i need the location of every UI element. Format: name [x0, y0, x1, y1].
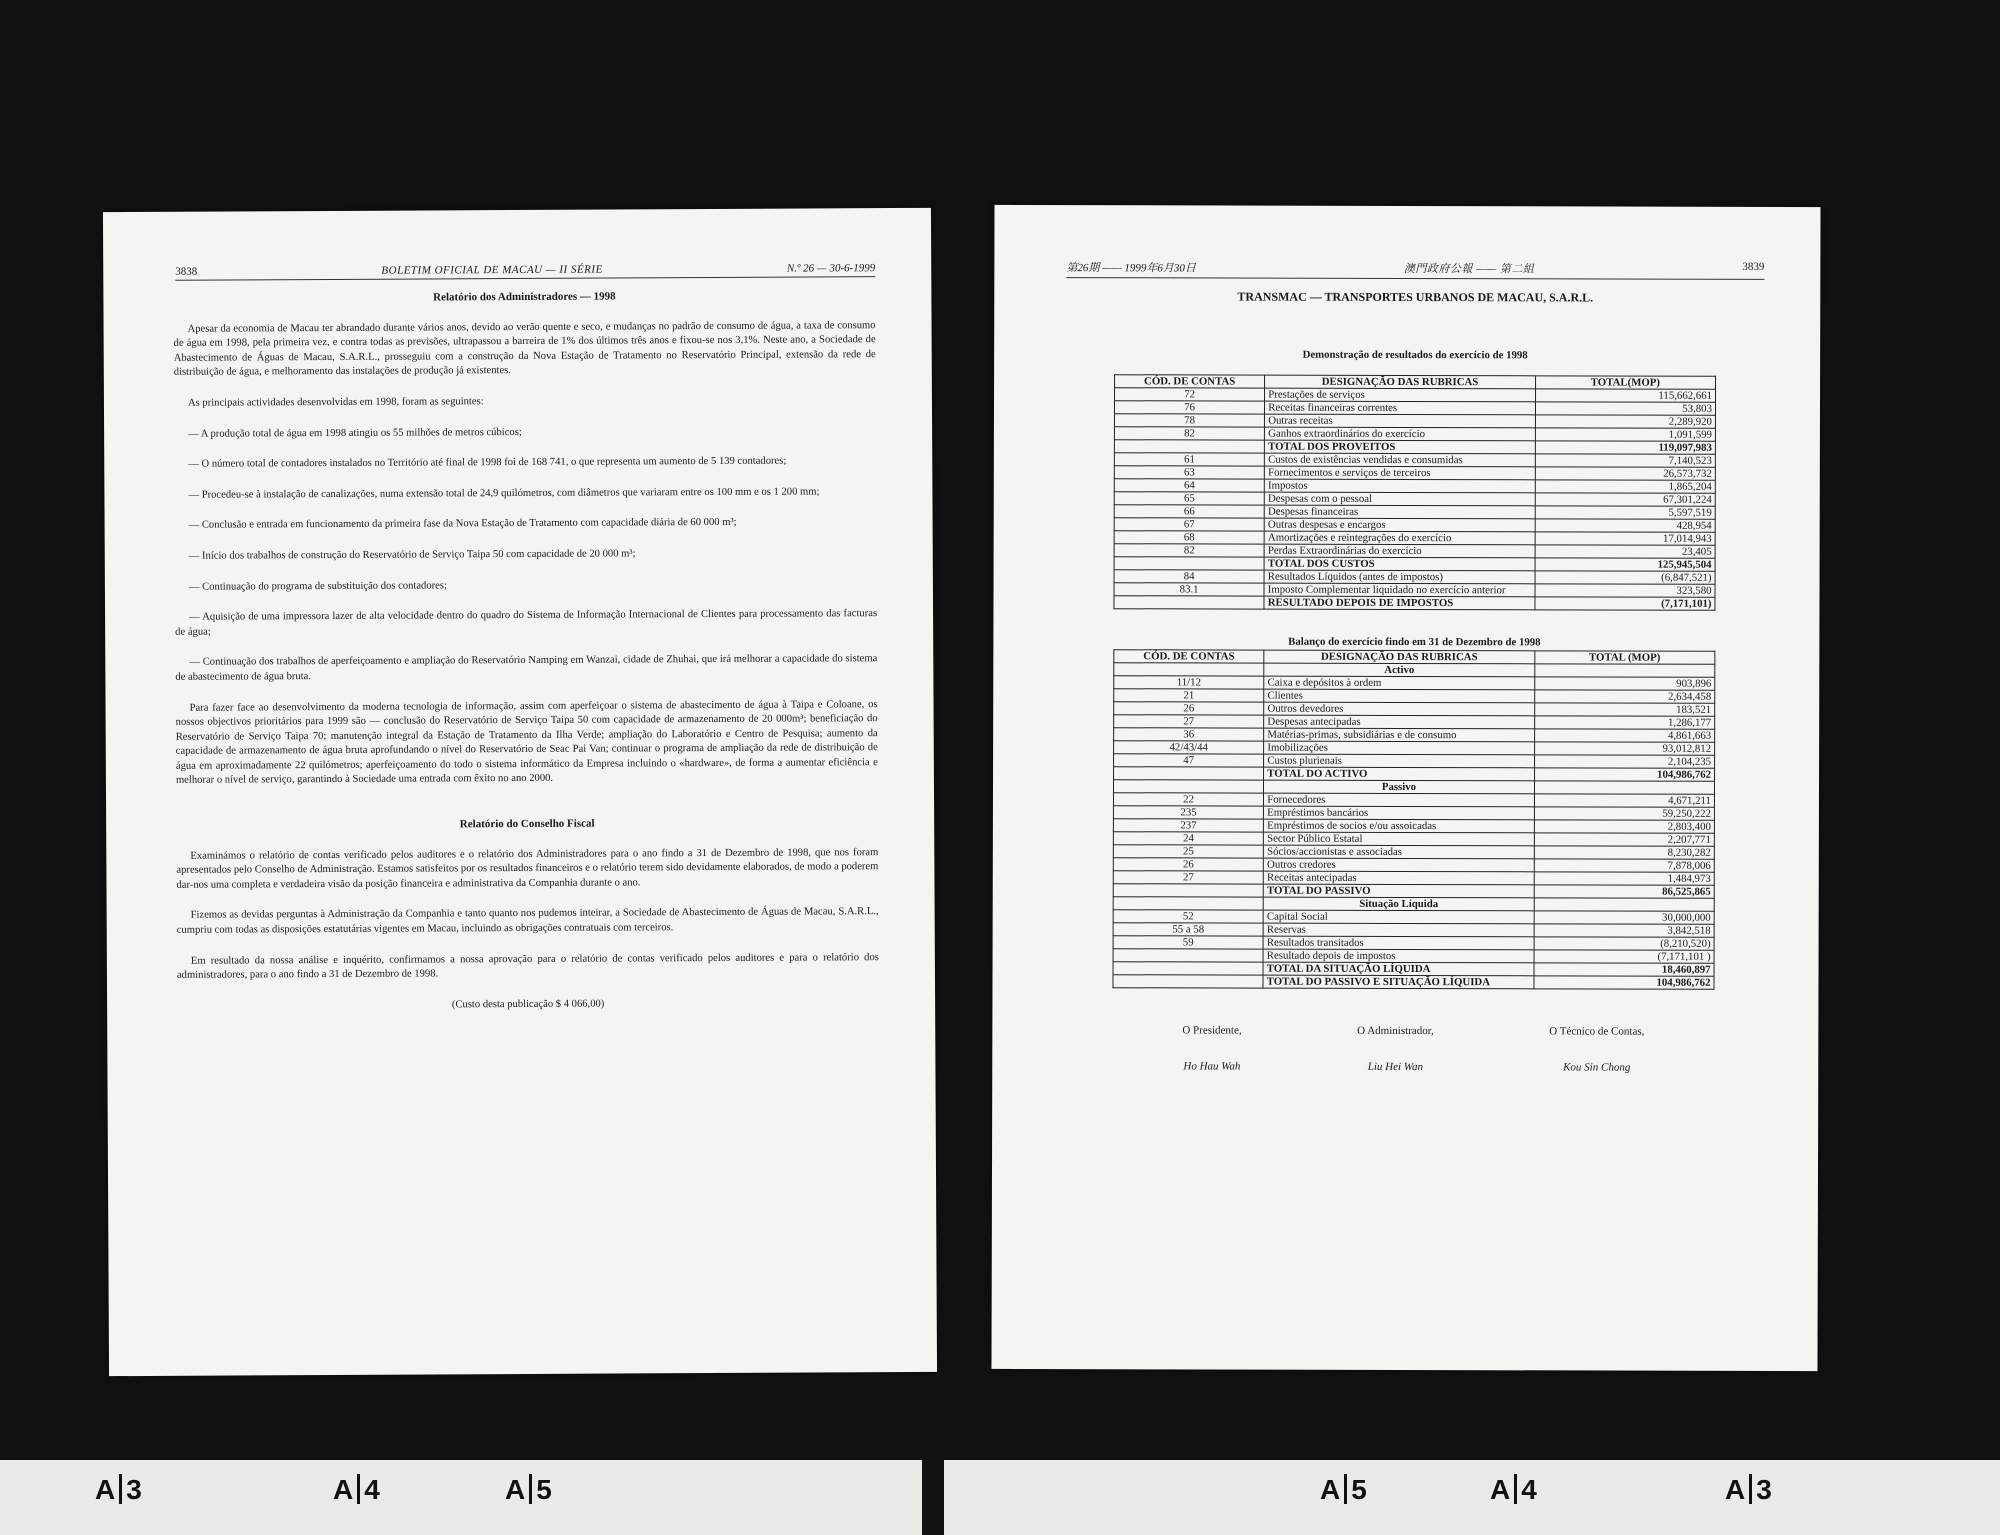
- frame-letter: A: [95, 1474, 116, 1505]
- account-value: 7,140,523: [1535, 454, 1715, 467]
- account-description: Capital Social: [1263, 910, 1533, 924]
- paragraph: — Continuação dos trabalhos de aperfeiçoamento e ampliação do Reservatório Namping em Wanzai, cidade de Zhuhai, que irá melhorar a capacidade do sistema de abastecimento de água bruta.: [175, 653, 878, 683]
- table-row: [1113, 975, 1714, 990]
- account-value: (7,171,101): [1535, 597, 1715, 610]
- account-code: 84: [1114, 570, 1264, 583]
- frame-number: 3: [1756, 1474, 1772, 1505]
- account-description: Resultados transitados: [1263, 936, 1533, 950]
- right-body: [1112, 289, 1716, 1074]
- income-header-row: [1115, 375, 1716, 390]
- empty-cell: [1114, 663, 1264, 676]
- right-page: [991, 205, 1820, 1371]
- account-code: 52: [1113, 910, 1263, 923]
- balance-header-row: [1114, 650, 1715, 665]
- account-code: 42/43/44: [1114, 741, 1264, 754]
- account-description: Perdas Extraordinárias do exercício: [1264, 544, 1534, 558]
- account-description: Matérias-primas, subsidiárias e de consumo: [1264, 728, 1534, 742]
- frame-letter: A: [505, 1474, 526, 1505]
- account-description: TOTAL DA SITUAÇÃO LÍQUIDA: [1263, 962, 1533, 976]
- account-description: Fornecimentos e serviços de terceiros: [1265, 466, 1535, 480]
- frame-bar: [1344, 1474, 1347, 1504]
- frame-number: 5: [536, 1474, 552, 1505]
- account-value: 1,484,973: [1534, 872, 1714, 885]
- income-statement-table: [1113, 374, 1716, 611]
- account-description: Clientes: [1264, 689, 1534, 703]
- account-value: 428,954: [1535, 519, 1715, 532]
- account-code: 47: [1114, 754, 1264, 767]
- frame-number: 4: [1521, 1474, 1537, 1505]
- frame-number: 4: [364, 1474, 380, 1505]
- account-code: [1114, 767, 1264, 780]
- account-value: 18,460,897: [1534, 963, 1714, 976]
- account-description: Outras receitas: [1265, 414, 1535, 428]
- account-code: [1114, 440, 1264, 453]
- account-description: Imobilizações: [1264, 741, 1534, 755]
- account-code: 36: [1114, 728, 1264, 741]
- account-value: 323,580: [1535, 584, 1715, 597]
- account-description: TOTAL DO PASSIVO E SITUAÇÃO LÍQUIDA: [1263, 975, 1533, 989]
- paragraph: — O número total de contadores instalados no Território até final de 1998 foi de 168 741, o que representa um aumento de 5 139 contadores;: [188, 455, 787, 470]
- signatures: [1112, 1024, 1714, 1074]
- account-description: Resultados Líquidos (antes de impostos): [1264, 570, 1534, 584]
- paragraph: — Aquisição de uma impressora lazer de alta velocidade dentro do quadro do Sistema de Informação Internacional de Clientes para processamento das facturas de água;: [175, 608, 878, 638]
- frame-number: 5: [1351, 1474, 1367, 1505]
- account-value: 104,986,762: [1534, 976, 1714, 989]
- account-value: (8,210,520): [1534, 937, 1714, 950]
- signature-name: Ho Hau Wah: [1183, 1060, 1241, 1073]
- account-value: 17,014,943: [1535, 532, 1715, 545]
- account-code: 72: [1115, 388, 1265, 401]
- frame-bar: [1749, 1474, 1752, 1504]
- frame-label: [1490, 1474, 1537, 1506]
- account-description: RESULTADO DEPOIS DE IMPOSTOS: [1264, 596, 1534, 610]
- frame-letter: A: [333, 1474, 354, 1505]
- issue-date: N.º 26 — 30-6-1999: [786, 262, 876, 275]
- account-description: Outras despesas e encargos: [1264, 518, 1534, 532]
- empty-cell: [1534, 781, 1714, 794]
- account-value: 26,573,732: [1535, 467, 1715, 480]
- account-code: 68: [1114, 531, 1264, 544]
- signature-role: O Presidente,: [1182, 1024, 1242, 1037]
- account-value: 903,896: [1534, 677, 1714, 690]
- account-value: 2,207,771: [1534, 833, 1714, 846]
- account-code: 65: [1114, 492, 1264, 505]
- account-value: 183,521: [1534, 703, 1714, 716]
- publication-cost: (Custo desta publicação $ 4 066,00): [451, 998, 605, 1011]
- account-code: 26: [1113, 858, 1263, 871]
- paragraph: Fizemos as devidas perguntas à Administração da Companhia e tanto quanto nos pudemos inteirar, a Sociedade de Abastecimento de Águas de Macau, S.A.R.L., cumpriu com todas as disposições estatutárias vigentes em Macau, incluindo as obrigações contratuais com terceiros.: [176, 906, 879, 936]
- paragraph: Em resultado da nossa análise e inquérito, confirmamos a nossa aprovação para o relatório de contas verificado pelos auditores e para o relatório dos administradores, para o ano findo a 31 de Dezembro de 1998.: [176, 951, 879, 982]
- account-code: 27: [1114, 715, 1264, 728]
- account-description: Custos plurienais: [1264, 754, 1534, 768]
- account-description: Despesas antecipadas: [1264, 715, 1534, 729]
- paragraph: As principais actividades desenvolvidas em 1998, foram as seguintes:: [187, 396, 484, 409]
- frame-label: [505, 1474, 552, 1506]
- account-value: (6,847,521): [1535, 571, 1715, 584]
- table-row: [1113, 923, 1714, 938]
- frame-bar: [119, 1474, 122, 1504]
- right-running-head: [1066, 259, 1764, 280]
- account-code: [1114, 557, 1264, 570]
- account-description: Outros credores: [1264, 858, 1534, 872]
- empty-cell: [1534, 664, 1714, 677]
- account-code: 82: [1114, 544, 1264, 557]
- section-label: Situação Líquida: [1263, 897, 1533, 911]
- account-code: [1113, 962, 1263, 975]
- account-description: TOTAL DO PASSIVO: [1263, 884, 1533, 898]
- bulletin-title: BOLETIM OFICIAL DE MACAU — II SÉRIE: [381, 263, 603, 277]
- left-page-number: 3838: [175, 265, 198, 278]
- empty-cell: [1534, 898, 1714, 911]
- account-code: [1113, 949, 1263, 962]
- account-description: Outros devedores: [1264, 702, 1534, 716]
- account-value: 3,842,518: [1534, 924, 1714, 937]
- gazette-title-cn: 澳門政府公報 —— 第二組: [1403, 262, 1535, 276]
- account-value: 67,301,224: [1535, 493, 1715, 506]
- left-body: [173, 288, 879, 1030]
- account-code: [1113, 884, 1263, 897]
- section-label: Passivo: [1264, 780, 1534, 794]
- frame-number: 3: [126, 1474, 142, 1505]
- account-value: 5,597,519: [1535, 506, 1715, 519]
- paragraph: — A produção total de água em 1998 atingiu os 55 milhões de metros cúbicos;: [188, 426, 522, 440]
- account-description: Imposto Complementar liquidado no exercício anterior: [1264, 583, 1534, 597]
- account-code: 25: [1113, 845, 1263, 858]
- account-code: 26: [1114, 702, 1264, 715]
- account-description: TOTAL DO ACTIVO: [1264, 767, 1534, 781]
- empty-cell: [1113, 897, 1263, 910]
- account-value: 1,865,204: [1535, 480, 1715, 493]
- account-value: 59,250,222: [1534, 807, 1714, 820]
- signature-role: O Administrador,: [1357, 1024, 1434, 1038]
- account-description: TOTAL DOS CUSTOS: [1264, 557, 1534, 571]
- account-value: 93,012,812: [1534, 742, 1714, 755]
- account-description: Fornecedores: [1264, 793, 1534, 807]
- account-description: Impostos: [1265, 479, 1535, 493]
- account-code: 63: [1114, 466, 1264, 479]
- balance-header-total: TOTAL (MOP): [1535, 651, 1715, 664]
- left-page: [103, 208, 937, 1376]
- frame-bar: [357, 1474, 360, 1504]
- frame-bar: [529, 1474, 532, 1504]
- account-value: 2,803,400: [1534, 820, 1714, 833]
- account-code: 27: [1113, 871, 1263, 884]
- account-value: 104,986,762: [1534, 768, 1714, 781]
- account-description: Despesas financeiras: [1264, 505, 1534, 519]
- account-description: Ganhos extraordinários do exercício: [1265, 427, 1535, 441]
- account-value: 119,097,983: [1535, 441, 1715, 454]
- account-value: 115,662,661: [1535, 389, 1715, 402]
- account-value: 1,091,599: [1535, 428, 1715, 441]
- account-code: 55 a 58: [1113, 923, 1263, 936]
- account-value: 86,525,865: [1534, 885, 1714, 898]
- account-code: 83.1: [1114, 583, 1264, 596]
- account-code: 67: [1114, 518, 1264, 531]
- account-code: 11/12: [1114, 676, 1264, 689]
- account-description: Resultado depois de impostos: [1263, 949, 1533, 963]
- account-value: 53,803: [1535, 402, 1715, 415]
- paragraph: — Início dos trabalhos de construção do Reservatório de Serviço Taipa 50 com capacidade de 20 000 m³;: [188, 548, 636, 562]
- account-description: Despesas com o pessoal: [1264, 492, 1534, 506]
- account-description: Caixa e depósitos à ordem: [1264, 676, 1534, 690]
- account-value: 23,405: [1535, 545, 1715, 558]
- account-description: Empréstimos bancários: [1264, 806, 1534, 820]
- balance-sheet-title: Balanço do exercício findo em 31 de Dezembro de 1998: [1288, 635, 1541, 649]
- account-code: 22: [1113, 793, 1263, 806]
- account-code: [1114, 596, 1264, 609]
- signature-role: O Técnico de Contas,: [1549, 1025, 1645, 1038]
- account-description: TOTAL DOS PROVEITOS: [1265, 440, 1535, 454]
- account-code: 59: [1113, 936, 1263, 949]
- account-description: Receitas antecipadas: [1263, 871, 1533, 885]
- income-header-total: TOTAL(MOP): [1535, 376, 1715, 389]
- account-description: Sector Público Estatal: [1264, 832, 1534, 846]
- frame-label: [1320, 1474, 1367, 1506]
- company-name: TRANSMAC — TRANSPORTES URBANOS DE MACAU, S.A.R.L.: [1237, 289, 1594, 305]
- section-title-fiscal-council: Relatório do Conselho Fiscal: [459, 817, 595, 831]
- account-value: 1,286,177: [1534, 716, 1714, 729]
- signature-block: [1182, 1024, 1241, 1072]
- paragraph: Examinámos o relatório de contas verificado pelos auditores e o relatório dos Administradores para o ano findo a 31 de Dezembro de 1998, que nos foram apresentados pelo Conselho de Administração. Estamos satisfeitos por os resultados financeiros e o relatório terem sido devidamente elaborados, de modo a poderem dar-nos uma completa e verdadeira visão da posição financeira e administrativa da Companhia durante o ano.: [176, 846, 879, 891]
- signature-block: [1549, 1025, 1644, 1073]
- account-code: 78: [1114, 414, 1264, 427]
- account-code: 66: [1114, 505, 1264, 518]
- issue-date-cn: 第26期 —— 1999年6月30日: [1066, 262, 1196, 275]
- signature-block: [1357, 1025, 1434, 1073]
- account-code: 235: [1113, 806, 1263, 819]
- account-code: 82: [1114, 427, 1264, 440]
- frame-bar: [1514, 1474, 1517, 1504]
- frame-letter: A: [1490, 1474, 1511, 1505]
- empty-cell: [1113, 780, 1263, 793]
- right-page-number: 3839: [1742, 260, 1765, 273]
- account-value: 2,104,235: [1534, 755, 1714, 768]
- paragraph: — Continuação do programa de substituição dos contadores;: [188, 579, 447, 593]
- account-value: 4,861,663: [1534, 729, 1714, 742]
- balance-header-desc: DESIGNAÇÃO DAS RUBRICAS: [1264, 650, 1534, 664]
- account-description: Receitas financeiras correntes: [1265, 401, 1535, 415]
- paragraph: — Procedeu-se à instalação de canalizações, numa extensão total de 24,9 quilómetros, com diâmetros que variaram entre os 100 mm e os 1 200 mm;: [188, 486, 820, 501]
- account-code: 64: [1114, 479, 1264, 492]
- account-value: 4,671,211: [1534, 794, 1714, 807]
- balance-sheet-table: [1112, 649, 1715, 990]
- income-statement-title: Demonstração de resultados do exercício de 1998: [1302, 348, 1528, 362]
- account-description: Empréstimos de socios e/ou assoicadas: [1264, 819, 1534, 833]
- administrators-report: [174, 319, 878, 789]
- account-description: Reservas: [1263, 923, 1533, 937]
- account-code: 24: [1113, 832, 1263, 845]
- table-row: [1114, 741, 1715, 756]
- paragraph: Para fazer face ao desenvolvimento da moderna tecnologia de informação, assim com aperfeiçoar o sistema de abastecimento de água à Taipa e Coloane, os nossos objectivos prioritários para 1999 são — conclusão do Reservatório de Serviço Taipa 50 com capacidade de armazenamento de 20 000m³; beneficiação do Reservatório de Serviço Taipa 70; manutenção integral da Estação de Tratamento da Ilha Verde; ampliação do Laboratório e Centro de Pesquisa; aumento da capacidade de armazenamento de água bruta aprofundando o nível do Reservatório de Seac Pai Van; continuar o programa de ampliação da rede de distribuição de água em aproximadamente 22 quilómetros; aperfeiçoamento do todo o sistema informático da Empresa incluindo o «hardware», de forma a aumentar eficiência e melhorar o nível de serviço, garantindo à Sociedade uma entrada com êxito no ano 2000.: [175, 698, 878, 787]
- account-value: 30,000,000: [1534, 911, 1714, 924]
- film-strip: [0, 1460, 2000, 1535]
- account-value: 2,289,920: [1535, 415, 1715, 428]
- fiscal-council-report: [176, 846, 879, 984]
- paragraph: — Conclusão e entrada em funcionamento da primeira fase da Nova Estação de Tratamento com capacidade diária de 60 000 m³;: [188, 517, 737, 532]
- account-description: Custos de existências vendidas e consumidas: [1265, 453, 1535, 467]
- account-value: 8,230,282: [1534, 846, 1714, 859]
- frame-label: [1725, 1474, 1772, 1506]
- account-code: [1113, 975, 1263, 988]
- account-code: 61: [1114, 453, 1264, 466]
- account-description: Sócios/accionistas e associadas: [1264, 845, 1534, 859]
- account-description: Prestações de serviços: [1265, 388, 1535, 402]
- frame-label: [95, 1474, 142, 1506]
- signature-name: Kou Sin Chong: [1563, 1061, 1631, 1074]
- left-running-head: [175, 262, 875, 281]
- account-value: 125,945,504: [1535, 558, 1715, 571]
- section-title-administrators: Relatório dos Administradores — 1998: [433, 290, 616, 304]
- account-value: 2,634,458: [1534, 690, 1714, 703]
- balance-header-code: CÓD. DE CONTAS: [1114, 650, 1264, 663]
- income-header-code: CÓD. DE CONTAS: [1115, 375, 1265, 388]
- frame-letter: A: [1725, 1474, 1746, 1505]
- paragraph: Apesar da economia de Macau ter abrandado durante vários anos, devido ao verão quente e seco, e mudanças no padrão de consumo de água, a taxa de consumo de água em 1998, pela primeira vez, e contra todas as previsões, ultrapassou a barreira de 1% dos últimos três anos e fixou-se nos 3,1%. Neste ano, a Sociedade de Abastecimento de Águas de Macau, S.A.R.L., prosseguiu com a construção da Nova Estação de Tratamento no Reservatório Principal, extensão da rede de distribuição de água, e melhoramento das instalações de produção já existentes.: [173, 319, 876, 379]
- account-description: Amortizações e reintegrações do exercício: [1264, 531, 1534, 545]
- income-header-desc: DESIGNAÇÃO DAS RUBRICAS: [1265, 375, 1535, 389]
- account-code: 21: [1114, 689, 1264, 702]
- frame-label: [333, 1474, 380, 1506]
- account-code: 237: [1113, 819, 1263, 832]
- signature-name: Liu Hei Wan: [1367, 1060, 1423, 1074]
- table-row: [1114, 596, 1715, 611]
- account-value: 7,878,006: [1534, 859, 1714, 872]
- frame-letter: A: [1320, 1474, 1341, 1505]
- section-label: Activo: [1264, 663, 1534, 677]
- account-value: (7,171,101 ): [1534, 950, 1714, 963]
- film-gap: [922, 1460, 944, 1535]
- account-code: 76: [1114, 401, 1264, 414]
